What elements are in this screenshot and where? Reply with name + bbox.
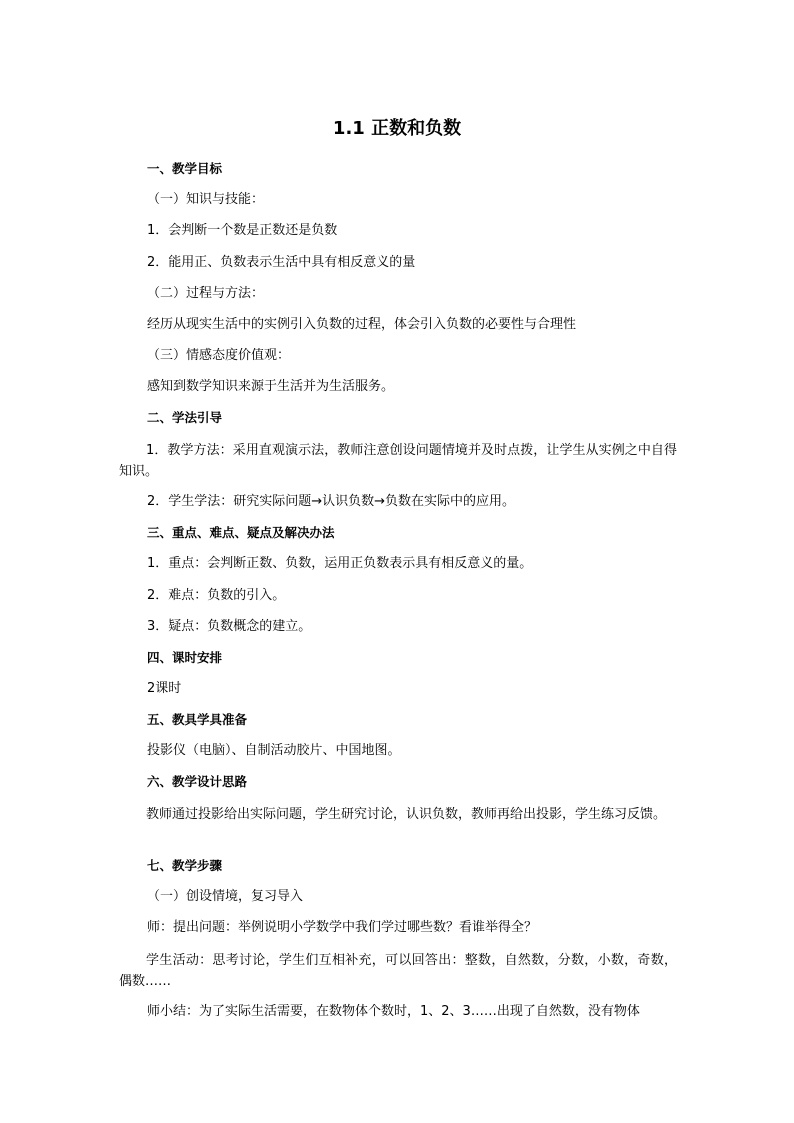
paragraph: 1．教学方法：采用直观演示法，教师注意创设问题情境并及时点拨，让学生从实例之中自得知识。 — [119, 443, 677, 479]
section-heading-steps: 七、教学步骤 — [147, 858, 223, 873]
section-heading-key-points: 三、重点、难点、疑点及解决办法 — [147, 525, 335, 540]
paragraph: 2课时 — [147, 681, 182, 696]
subsection-process-method: （二）过程与方法： — [147, 286, 265, 301]
paragraph: 学生活动：思考讨论，学生们互相补充，可以回答出：整数，自然数，分数，小数，奇数，偶数…… — [119, 953, 677, 989]
paragraph: 2．学生学法：研究实际问题→认识负数→负数在实际中的应用。 — [147, 494, 516, 509]
paragraph: 2．能用正、负数表示生活中具有相反意义的量 — [147, 255, 416, 270]
paragraph: 感知到数学知识来源于生活并为生活服务。 — [147, 379, 395, 394]
paragraph: 投影仪（电脑）、自制活动胶片、中国地图。 — [147, 743, 401, 758]
section-heading-objectives: 一、教学目标 — [147, 161, 223, 176]
paragraph: 2．难点：负数的引入。 — [147, 588, 286, 603]
subsection-knowledge-skills: （一）知识与技能： — [147, 192, 265, 207]
paragraph: 师：提出问题：举例说明小学数学中我们学过哪些数？看谁举得全？ — [147, 920, 538, 935]
section-heading-schedule: 四、课时安排 — [147, 650, 223, 665]
subsection-situation: （一）创设情境，复习导入 — [147, 889, 304, 904]
paragraph: 经历从现实生活中的实例引入负数的过程，体会引入负数的必要性与合理性 — [147, 317, 577, 332]
paragraph: 1．会判断一个数是正数还是负数 — [147, 223, 338, 238]
paragraph: 3．疑点：负数概念的建立。 — [147, 619, 312, 634]
paragraph: 师小结：为了实际生活需要，在数物体个数时，1、2、3……出现了自然数，没有物体 — [147, 1004, 640, 1019]
paragraph: 教师通过投影给出实际问题，学生研究讨论，认识负数，教师再给出投影，学生练习反馈。 — [146, 807, 667, 822]
section-heading-method-guide: 二、学法引导 — [147, 410, 223, 425]
section-heading-materials: 五、教具学具准备 — [147, 712, 248, 727]
paragraph: 1．重点：会判断正数、负数，运用正负数表示具有相反意义的量。 — [147, 556, 533, 571]
document-title: 1.1 正数和负数 — [332, 118, 462, 139]
section-heading-design: 六、教学设计思路 — [147, 774, 248, 789]
subsection-attitude: （三）情感态度价值观： — [147, 348, 291, 363]
